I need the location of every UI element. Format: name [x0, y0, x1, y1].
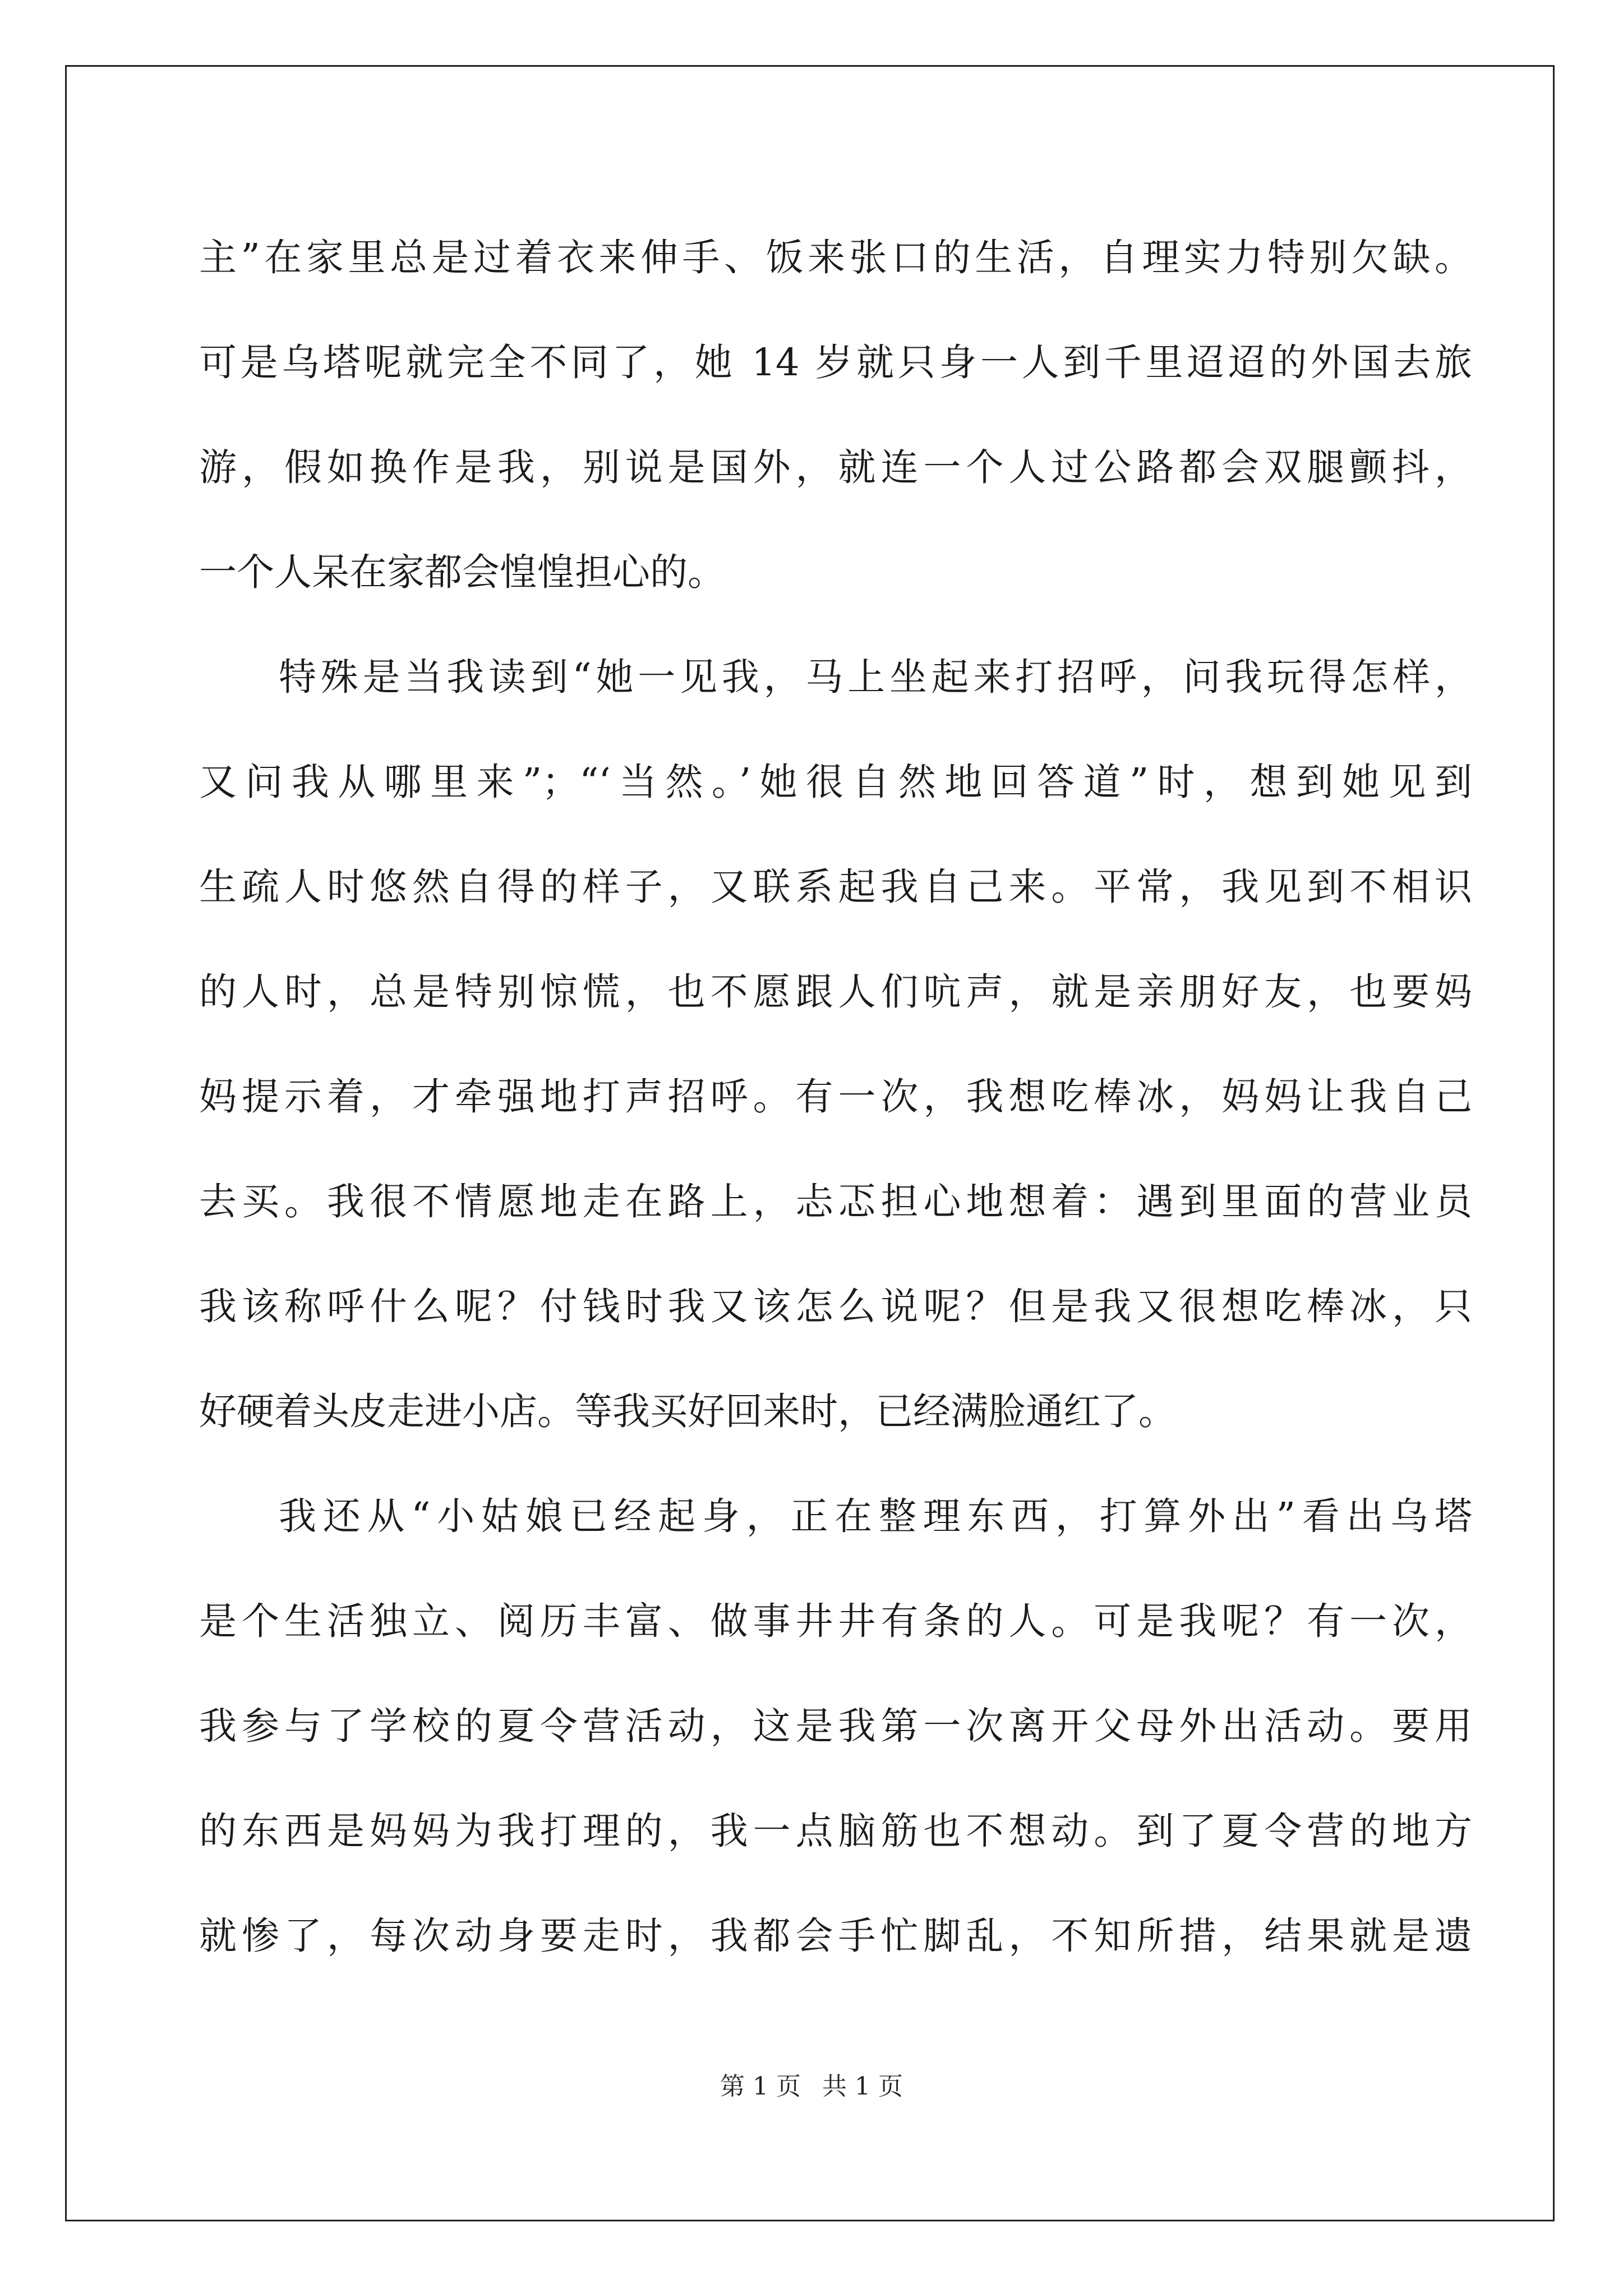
text-line: 可是乌塔呢就完全不同了，她 14 岁就只身一人到千里迢迢的外国去旅 [199, 341, 1472, 384]
page-footer [0, 2070, 1623, 2104]
text-line: 生疏人时悠然自得的样子，又联系起我自己来。平常，我见到不相识 [199, 865, 1472, 909]
page-total: 共 1 页 [822, 2072, 903, 2101]
text-line: 妈提示着，才牵强地打声招呼。有一次，我想吃棒冰，妈妈让我自己 [199, 1075, 1472, 1119]
text-line: 好硬着头皮走进小店。等我买好回来时，已经满脸通红了。 [199, 1389, 1176, 1433]
text-line: 我参与了学校的夏令营活动，这是我第一次离开父母外出活动。要用 [199, 1704, 1472, 1748]
text-line: 的人时，总是特别惊慌，也不愿跟人们吭声，就是亲朋好友，也要妈 [199, 970, 1472, 1014]
text-line: 是个生活独立、阅历丰富、做事井井有条的人。可是我呢？有一次， [199, 1599, 1472, 1643]
text-line: 主”在家里总是过着衣来伸手、饭来张口的生活，自理实力特别欠缺。 [199, 236, 1472, 279]
paragraph-first-line: 特殊是当我读到“她一见我，马上坐起来打招呼，问我玩得怎样， [279, 655, 1472, 699]
document-body [199, 205, 1472, 1989]
page-number: 第 1 页 [720, 2072, 801, 2101]
text-line: 我该称呼什么呢？付钱时我又该怎么说呢？但是我又很想吃棒冰，只 [199, 1285, 1472, 1328]
text-line: 游，假如换作是我，别说是国外，就连一个人过公路都会双腿颤抖， [199, 445, 1472, 489]
text-line: 去买。我很不情愿地走在路上，忐忑担心地想着：遇到里面的营业员 [199, 1180, 1472, 1223]
text-line: 就惨了，每次动身要走时，我都会手忙脚乱，不知所措，结果就是遗 [199, 1914, 1472, 1958]
text-line: 一个人呆在家都会惶惶担心的。 [199, 550, 725, 594]
text-line: 又问我从哪里来”；“‘当然。’她很自然地回答道”时，想到她见到 [199, 760, 1472, 804]
text-line: 的东西是妈妈为我打理的，我一点脑筋也不想动。到了夏令营的地方 [199, 1809, 1472, 1853]
paragraph-first-line: 我还从“小姑娘已经起身，正在整理东西，打算外出”看出乌塔 [279, 1494, 1472, 1538]
